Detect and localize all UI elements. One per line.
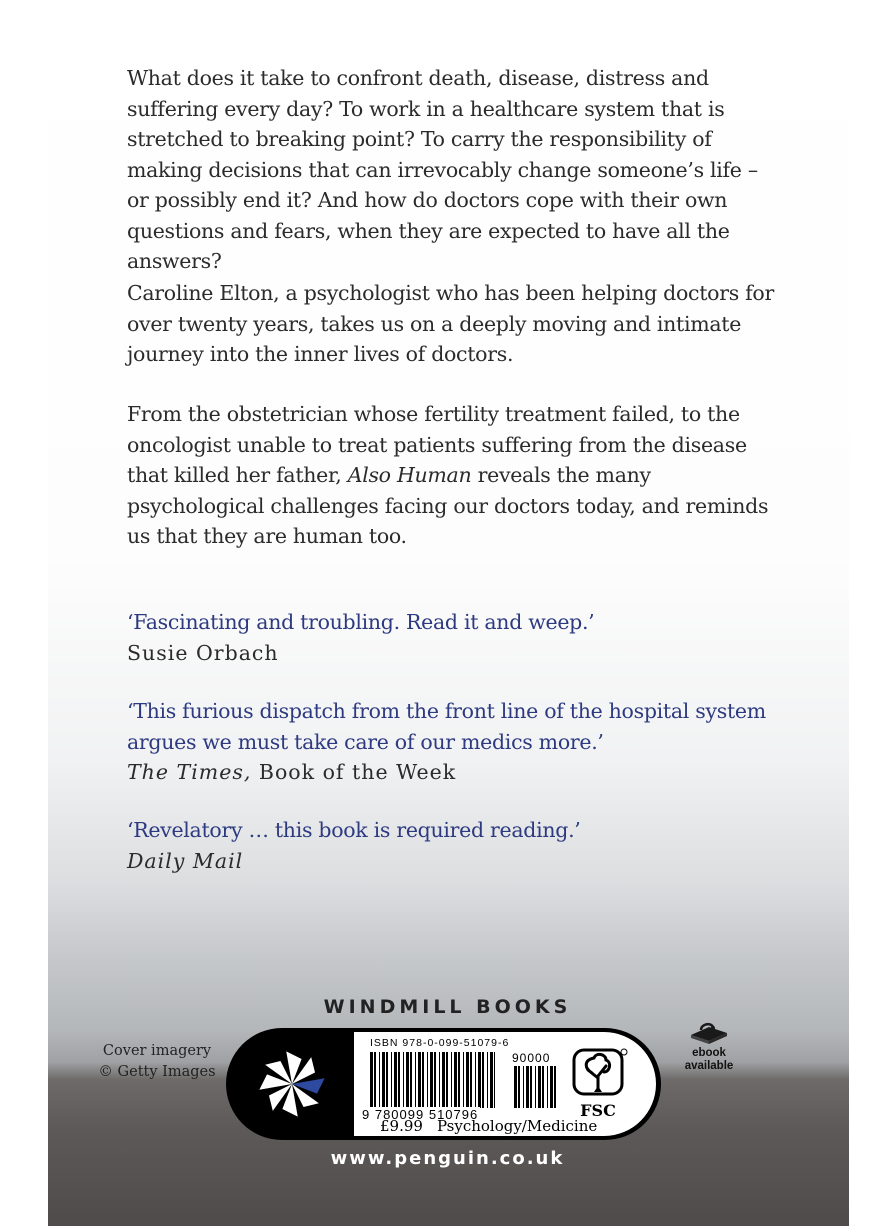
barcode-bar [439, 1052, 440, 1108]
quote-orbach [127, 607, 777, 668]
category: Psychology/Medicine [436, 1117, 598, 1135]
barcode-panel [354, 1032, 656, 1136]
barcode-bar [382, 1052, 385, 1108]
ebook-line-2: available [684, 1060, 734, 1072]
fsc-label: FSC [580, 1101, 616, 1120]
website-url: www.penguin.co.uk [330, 1148, 565, 1169]
quote-text: ‘Fascinating and troubling. Read it and weep.’ [127, 610, 595, 634]
blurb-paragraph-1: What does it take to confront death, disease, distress and suffering every day? To work in a healthcare system that is stretched to breaking point? To carry the responsibility of making decisions that can irrevocably change someone’s life – or possibly end it? And how do doctors cope with their own questions and fears, when they are expected to have all the answers? [127, 66, 758, 273]
quote-daily-mail [127, 815, 777, 876]
price-line [380, 1117, 597, 1135]
barcode-bar [526, 1066, 529, 1108]
barcode-bar [442, 1052, 445, 1108]
barcode-number: 9 780099 510796 [362, 1107, 479, 1122]
credit-line-1: Cover imagery [102, 1043, 212, 1059]
barcode-bar [418, 1052, 421, 1108]
book-title: Also Human [347, 463, 472, 487]
barcode-bar [403, 1052, 404, 1108]
barcode-bar [463, 1052, 464, 1108]
barcode-bar [430, 1052, 433, 1108]
barcode-bar [478, 1052, 481, 1108]
barcode-bar [458, 1052, 460, 1108]
barcode-bar [470, 1052, 472, 1108]
barcode-bar [466, 1052, 469, 1108]
quote-source [127, 757, 777, 788]
barcode-bar [530, 1066, 532, 1108]
quote-source [127, 846, 777, 877]
barcode-bar [514, 1066, 517, 1108]
barcode-bar [523, 1066, 524, 1108]
barcode-bar [538, 1066, 541, 1108]
barcode-addon [514, 1066, 558, 1108]
quote-times [127, 696, 777, 788]
quote-text: ‘This furious dispatch from the front line of the hospital system argues we must take care of our medics more.’ [127, 699, 766, 754]
barcode-bar [410, 1052, 412, 1108]
isbn-text: ISBN 978-0-099-51079-6 [370, 1037, 510, 1049]
barcode-bar [550, 1066, 553, 1108]
credit-line-2: © Getty Images [98, 1064, 216, 1080]
publisher-name: WINDMILL BOOKS [323, 996, 572, 1018]
barcode-bar [391, 1052, 392, 1108]
barcode-bar [542, 1066, 544, 1108]
barcode-bar [535, 1066, 536, 1108]
cover-credit [92, 1041, 222, 1083]
blurb-text-start: From the obstetrician whose fertility treatment failed, to the oncologist unable to treat patients suffering from the disease that killed her father, [127, 402, 747, 487]
blurb-paragraph-2: Caroline Elton, a psychologist who has been helping doctors for over twenty years, takes us on a deeply moving and intimate journey into the inner lives of doctors. [127, 281, 774, 366]
barcode-bar [490, 1052, 493, 1108]
ebook-badge [679, 1019, 739, 1073]
barcode-bar [434, 1052, 436, 1108]
barcode-bar [454, 1052, 457, 1108]
barcode-bar [446, 1052, 448, 1108]
barcode-bar [547, 1066, 548, 1108]
quote-source-italic: The Times, [127, 760, 252, 784]
barcode [370, 1052, 495, 1108]
barcode-bar [427, 1052, 428, 1108]
quote-text: ‘Revelatory … this book is required reading.’ [127, 818, 581, 842]
barcode-bar [398, 1052, 400, 1108]
barcode-bar [518, 1066, 520, 1108]
ebook-line-1: ebook [692, 1047, 726, 1059]
blurb-text-end: reveals the many psychological challenges facing our doctors today, and reminds us that they are human too. [127, 463, 769, 548]
barcode-bar [475, 1052, 476, 1108]
barcode-bar [494, 1052, 495, 1108]
ebook-reader-icon [687, 1019, 731, 1045]
barcode-bar [487, 1052, 488, 1108]
quote-source-rest: Book of the Week [251, 760, 457, 784]
blurb-paragraph-3 [127, 399, 777, 552]
barcode-bar [415, 1052, 416, 1108]
quote-source-italic: Daily Mail [127, 848, 244, 873]
barcode-bar [374, 1052, 376, 1108]
barcode-bar [554, 1066, 556, 1108]
barcode-bar [394, 1052, 397, 1108]
barcode-strip [226, 1028, 661, 1140]
quote-source: Susie Orbach [127, 640, 279, 665]
barcode-bar [379, 1052, 380, 1108]
barcode-bar [386, 1052, 388, 1108]
barcode-bar [406, 1052, 409, 1108]
barcode-bar [422, 1052, 424, 1108]
fsc-tree-icon [572, 1048, 628, 1122]
barcode-bar [482, 1052, 484, 1108]
barcode-bar [370, 1052, 373, 1108]
barcode-bar [451, 1052, 452, 1108]
windmill-logo-icon [244, 1036, 340, 1132]
barcode-addon-number: 90000 [512, 1051, 551, 1065]
price: £9.99 [380, 1117, 423, 1135]
